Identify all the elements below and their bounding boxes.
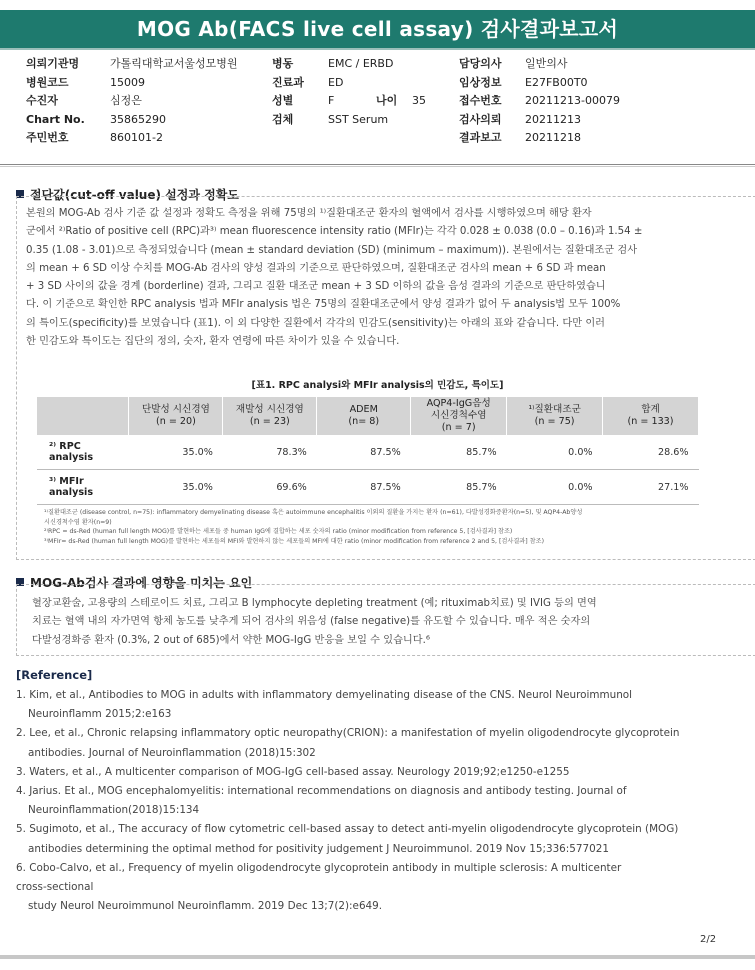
info-row	[272, 55, 426, 74]
table-cell: 0.0%	[507, 470, 603, 505]
info-row	[26, 55, 238, 74]
table-row	[37, 470, 699, 505]
table-header-cell	[603, 397, 699, 435]
info-column-1	[26, 55, 238, 148]
footnote: ¹⁾질환대조군 (disease control, n=75): inflammatory demyelinating disease 혹은 autoimmune encephalitis 이외의 질환을 가지는 환자 (n=61), 다발성경화증환자(n=5), 및 AQP4-Ab양성	[44, 509, 583, 516]
reference-item	[16, 820, 736, 858]
header-line: AQP4-IgG음성	[426, 398, 491, 409]
info-label: 성별	[272, 94, 294, 107]
header-line: (n = 133)	[627, 416, 674, 427]
info-label: 병원코드	[26, 75, 69, 89]
info-value: 20211213-00079	[525, 94, 620, 107]
paragraph-line: + 3 SD 사이의 값을 경계 (borderline) 결과, 그리고 질환 대조군 mean + 3 SD 이하의 값을 음성 결과의 기준으로 판단하였습니	[26, 281, 606, 293]
reference-line: 1. Kim, et al., Antibodies to MOG in adults with inflammatory demyelinating disease of the CNS. Neurol Neuroimmunol	[16, 689, 633, 701]
paragraph-line: 본원의 MOG-Ab 검사 기준 값 설정과 정확도 측정을 위해 75명의 ¹⁾질환대조군 환자의 혈액에서 검사를 시행하였으며 해당 환자	[26, 208, 592, 219]
header-line: 재발성 시신경염	[235, 404, 304, 415]
reference-line: 2. Lee, et al., Chronic relapsing inflammatory optic neuropathy(CRION): a manifestation of myelin oligodendrocyte glycoprotein	[16, 727, 680, 740]
table-cell: 35.0%	[129, 435, 223, 470]
header-line: (n = 20)	[155, 416, 196, 427]
title-divider	[0, 48, 755, 50]
info-column-2	[272, 55, 426, 129]
table-header-cell	[411, 397, 507, 435]
header-line: 합계	[641, 404, 660, 415]
info-row	[459, 111, 620, 130]
table-footnotes	[44, 508, 684, 546]
header-line: ¹⁾질환대조군	[528, 404, 581, 415]
header-line: ADEM	[349, 404, 378, 415]
header-line: (n = 23)	[249, 416, 290, 427]
reference-line: Neuroinflammation(2018)15:134	[28, 804, 200, 817]
info-value: E27FB00T0	[525, 75, 588, 89]
section-1-paragraph	[26, 205, 716, 351]
report-title: MOG Ab(FACS live cell assay) 검사결과보고서	[0, 10, 755, 48]
table-cell: 78.3%	[223, 435, 317, 470]
header-divider	[0, 164, 755, 165]
info-value: 20211218	[525, 131, 581, 144]
reference-line: antibodies determining the optimal method for positivity judgement J Neuroimmunol. 2019 Nov 15;336:577021	[28, 842, 609, 855]
info-label: 결과보고	[459, 131, 502, 144]
section-2-title: MOG-Ab검사 결과에 영향을 미치는 요인	[30, 576, 253, 590]
info-row	[459, 92, 620, 111]
footer-divider	[0, 955, 755, 959]
info-label: 수진자	[26, 94, 58, 107]
info-value: EMC / ERBD	[328, 57, 394, 70]
paragraph-line: 혈장교환술, 고용량의 스테로이드 치료, 그리고 B lymphocyte depleting treatment (예; rituximab치료) 및 IVIG 등의 면역	[32, 598, 597, 609]
table-header-row	[37, 397, 699, 435]
info-value: SST Serum	[328, 112, 389, 126]
info-label: 검사의뢰	[459, 112, 502, 126]
info-row	[26, 74, 238, 93]
info-label: Chart No.	[26, 112, 85, 126]
reference-item	[16, 763, 736, 782]
info-label: 진료과	[272, 75, 304, 89]
section-2-paragraph	[32, 595, 722, 650]
header-line: (n= 8)	[348, 416, 380, 427]
reference-line: study Neurol Neuroimmunol Neuroinflamm. 2019 Dec 13;7(2):e649.	[28, 900, 383, 913]
page-number: 2/2	[700, 934, 717, 945]
reference-line: 3. Waters, et al., A multicenter comparison of MOG-IgG cell-based assay. Neurology 2019;92;e1250-e1255	[16, 765, 570, 778]
paragraph-line: 한 민감도와 특이도는 집단의 정의, 숫자, 환자 연령에 따른 차이가 있을 수 있습니다.	[26, 336, 400, 348]
info-label: 임상정보	[459, 75, 502, 89]
table-row	[37, 435, 699, 470]
table-cell: 85.7%	[411, 435, 507, 470]
info-label: 의뢰기관명	[26, 57, 80, 70]
info-label: 접수번호	[459, 94, 502, 107]
info-value: 15009	[110, 75, 145, 89]
reference-item	[16, 782, 736, 820]
header-line: 시신경척수염	[430, 410, 487, 421]
info-value: 심정은	[110, 94, 142, 107]
info-label: 주민번호	[26, 131, 69, 144]
header-divider-secondary	[0, 166, 755, 167]
row-label: ³⁾ MFIr analysis	[37, 470, 129, 505]
info-value: 20211213	[525, 112, 581, 126]
header-line: (n = 75)	[534, 416, 575, 427]
paragraph-line: 의 특이도(specificity)를 보였습니다 (표1). 이 외 다양한 질환에서 각각의 민감도(sensitivity)는 아래의 표와 같습니다. 다만 이러	[26, 317, 606, 329]
info-label: 담당의사	[459, 57, 502, 70]
table-cell: 0.0%	[507, 435, 603, 470]
paragraph-line: 치료는 혈액 내의 자가면역 항체 농도를 낮추게 되어 검사의 위음성 (false negative)를 유도할 수 있습니다. 매우 적은 숫자의	[32, 616, 591, 628]
info-row	[459, 55, 620, 74]
info-row	[26, 129, 238, 148]
info-row	[26, 92, 238, 111]
reference-line: Neuroinflamm 2015;2:e163	[28, 708, 172, 721]
table-cell: 28.6%	[603, 435, 699, 470]
info-value: 가톨릭대학교서울성모병원	[110, 57, 238, 70]
age-value: 35	[412, 94, 426, 107]
footnote: 시신경척수염 환자(n=9)	[44, 518, 112, 526]
info-row	[459, 129, 620, 148]
table-header-cell	[223, 397, 317, 435]
header-line: (n = 7)	[441, 422, 476, 433]
reference-line: antibodies. Journal of Neuroinflammation (2018)15:302	[28, 746, 316, 759]
info-label: 검체	[272, 112, 294, 126]
reference-line: cross-sectional	[16, 881, 94, 894]
age-label: 나이	[376, 94, 398, 107]
reference-line: 6. Cobo-Calvo, et al., Frequency of myelin oligodendrocyte glycoprotein antibody in multiple sclerosis: A multicenter	[16, 861, 622, 874]
reference-item	[16, 686, 736, 724]
paragraph-line: 군에서 ²⁾Ratio of positive cell (RPC)과³⁾ mean fluorescence intensity ratio (MFIr)는 각각 0.028 ± 0.038 (0.0 – 0.16)과 1.54 ±	[26, 226, 643, 238]
reference-line: 4. Jarius. Et al., MOG encephalomyelitis: international recommendations on diagnosis and antibody testing. Journal of	[16, 785, 627, 798]
table-header-empty	[37, 397, 129, 435]
row-label: ²⁾ RPC analysis	[37, 435, 129, 470]
reference-item	[16, 724, 736, 762]
info-row	[272, 74, 426, 93]
table-header-cell	[507, 397, 603, 435]
table-title: [표1. RPC analysi와 MFIr analysis의 민감도, 특이도]	[251, 380, 504, 391]
paragraph-line: 의 mean + 6 SD 이상 수치를 MOG-Ab 검사의 양성 결과의 기준으로 판단하였으며, 질환대조군 검사의 mean + 6 SD 과 mean	[26, 262, 606, 274]
reference-list	[16, 686, 736, 916]
table-cell: 35.0%	[129, 470, 223, 505]
table-cell: 87.5%	[317, 435, 411, 470]
info-row	[272, 92, 426, 111]
reference-item	[16, 859, 736, 917]
info-row	[459, 74, 620, 93]
info-row	[272, 111, 426, 130]
header-line: 단발성 시신경염	[141, 404, 210, 415]
info-column-3	[459, 55, 620, 148]
paragraph-line: 다. 이 기준으로 확인한 RPC analysis 법과 MFIr analysis 법은 75명의 질환대조군에서 양성 결과가 없어 두 analysis법 모두 100%	[26, 299, 621, 311]
info-value: F	[328, 94, 335, 107]
info-label: 병동	[272, 57, 294, 70]
section-1-title: 절단값(cut-off value) 설정과 정확도	[30, 188, 239, 202]
info-value: 860101-2	[110, 131, 163, 144]
info-value: ED	[328, 75, 344, 89]
table-header-cell	[317, 397, 411, 435]
table-header-cell	[129, 397, 223, 435]
info-value: 일반의사	[525, 57, 568, 70]
reference-title: [Reference]	[16, 668, 93, 682]
footnote: ³⁾MFIr= ds-Red (human full length MOG)를 발현하는 세포들의 MFI와 발현하지 않는 세포들의 MFI에 대한 ratio (minor modification from reference 2 and 5, [검사결과] 참조)	[44, 537, 545, 545]
table-cell: 69.6%	[223, 470, 317, 505]
paragraph-line: 다발성경화증 환자 (0.3%, 2 out of 685)에서 약한 MOG-IgG 반응을 보일 수 있습니다.⁶	[32, 634, 430, 646]
sensitivity-table	[37, 397, 699, 505]
info-row	[26, 111, 238, 130]
table-cell: 85.7%	[411, 470, 507, 505]
info-value: 35865290	[110, 112, 166, 126]
table-cell: 87.5%	[317, 470, 411, 505]
table-cell: 27.1%	[603, 470, 699, 505]
reference-line: 5. Sugimoto, et al., The accuracy of flow cytometric cell-based assay to detect anti-myelin oligodendrocyte glycoprotein (MOG)	[16, 823, 679, 836]
paragraph-line: 0.35 (1.08 - 3.01)으로 측정되었습니다 (mean ± standard deviation (SD) (minimum – maximum)). 본원에서는 질환대조군 검사	[26, 244, 638, 256]
footnote: ²⁾RPC = ds-Red (human full length MOG)를 발현하는 세포들 중 human IgG에 결합하는 세포 숫자의 ratio (minor modification from reference 5, [검사결과] 참조)	[44, 528, 513, 536]
